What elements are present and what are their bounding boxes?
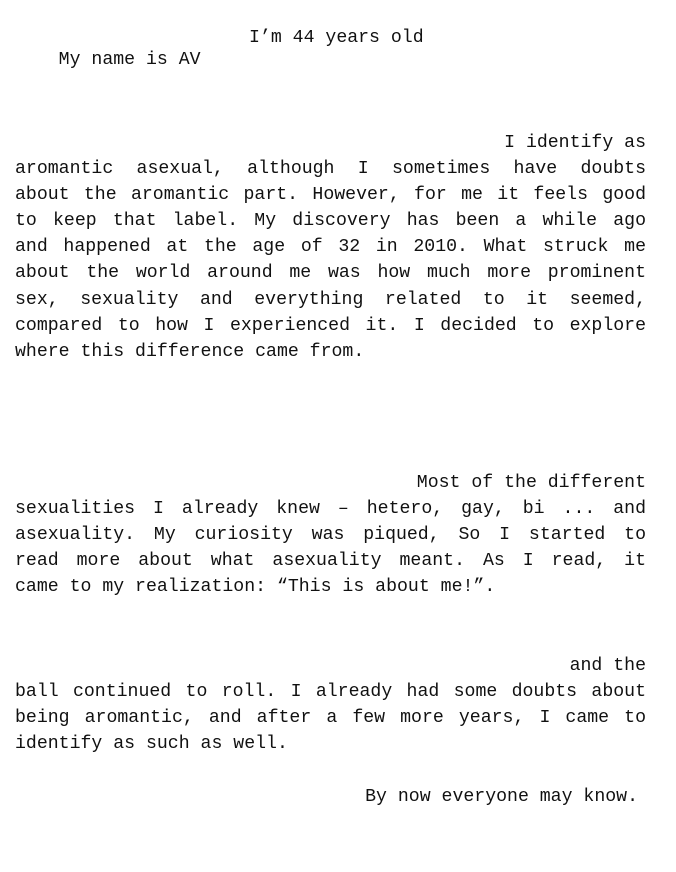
paragraph1-line: sex, sexuality and everything related to it seemed, xyxy=(15,290,646,310)
age-text: I’m 44 years old xyxy=(249,28,424,48)
paragraph1-line: where this difference came from. xyxy=(15,342,365,362)
paragraph3-line: ball continued to roll. I already had some doubts about xyxy=(15,682,646,702)
paragraph1-line: about the world around me was how much more prominent xyxy=(15,263,646,283)
paragraph2-line: came to my realization: “This is about me!”. xyxy=(15,577,496,597)
paragraph3-line: being aromantic, and after a few more years, I came to xyxy=(15,708,646,728)
paragraph2-line: asexuality. My curiosity was piqued, So I started to xyxy=(15,525,646,545)
paragraph1-line: to keep that label. My discovery has been a while ago xyxy=(15,211,646,231)
paragraph3-line: identify as such as well. xyxy=(15,734,288,754)
paragraph3-line: and the xyxy=(569,656,646,676)
header-line xyxy=(15,27,424,115)
paragraph1-line: about the aromantic part. However, for me it feels good xyxy=(15,185,646,205)
closing-line: By now everyone may know. xyxy=(365,787,638,807)
paragraph2-line: sexualities I already knew – hetero, gay, bi ... and xyxy=(15,499,646,519)
paragraph1-line: compared to how I experienced it. I decided to explore xyxy=(15,316,646,336)
paragraph1-line: aromantic asexual, although I sometimes have doubts xyxy=(15,159,646,179)
paragraph1-line: and happened at the age of 32 in 2010. What struck me xyxy=(15,237,646,257)
paragraph1-line: I identify as xyxy=(504,133,646,153)
paragraph2-line: Most of the different xyxy=(416,473,646,493)
paragraph2-line: read more about what asexuality meant. As I read, it xyxy=(15,551,646,571)
name-text: My name is AV xyxy=(58,50,201,70)
